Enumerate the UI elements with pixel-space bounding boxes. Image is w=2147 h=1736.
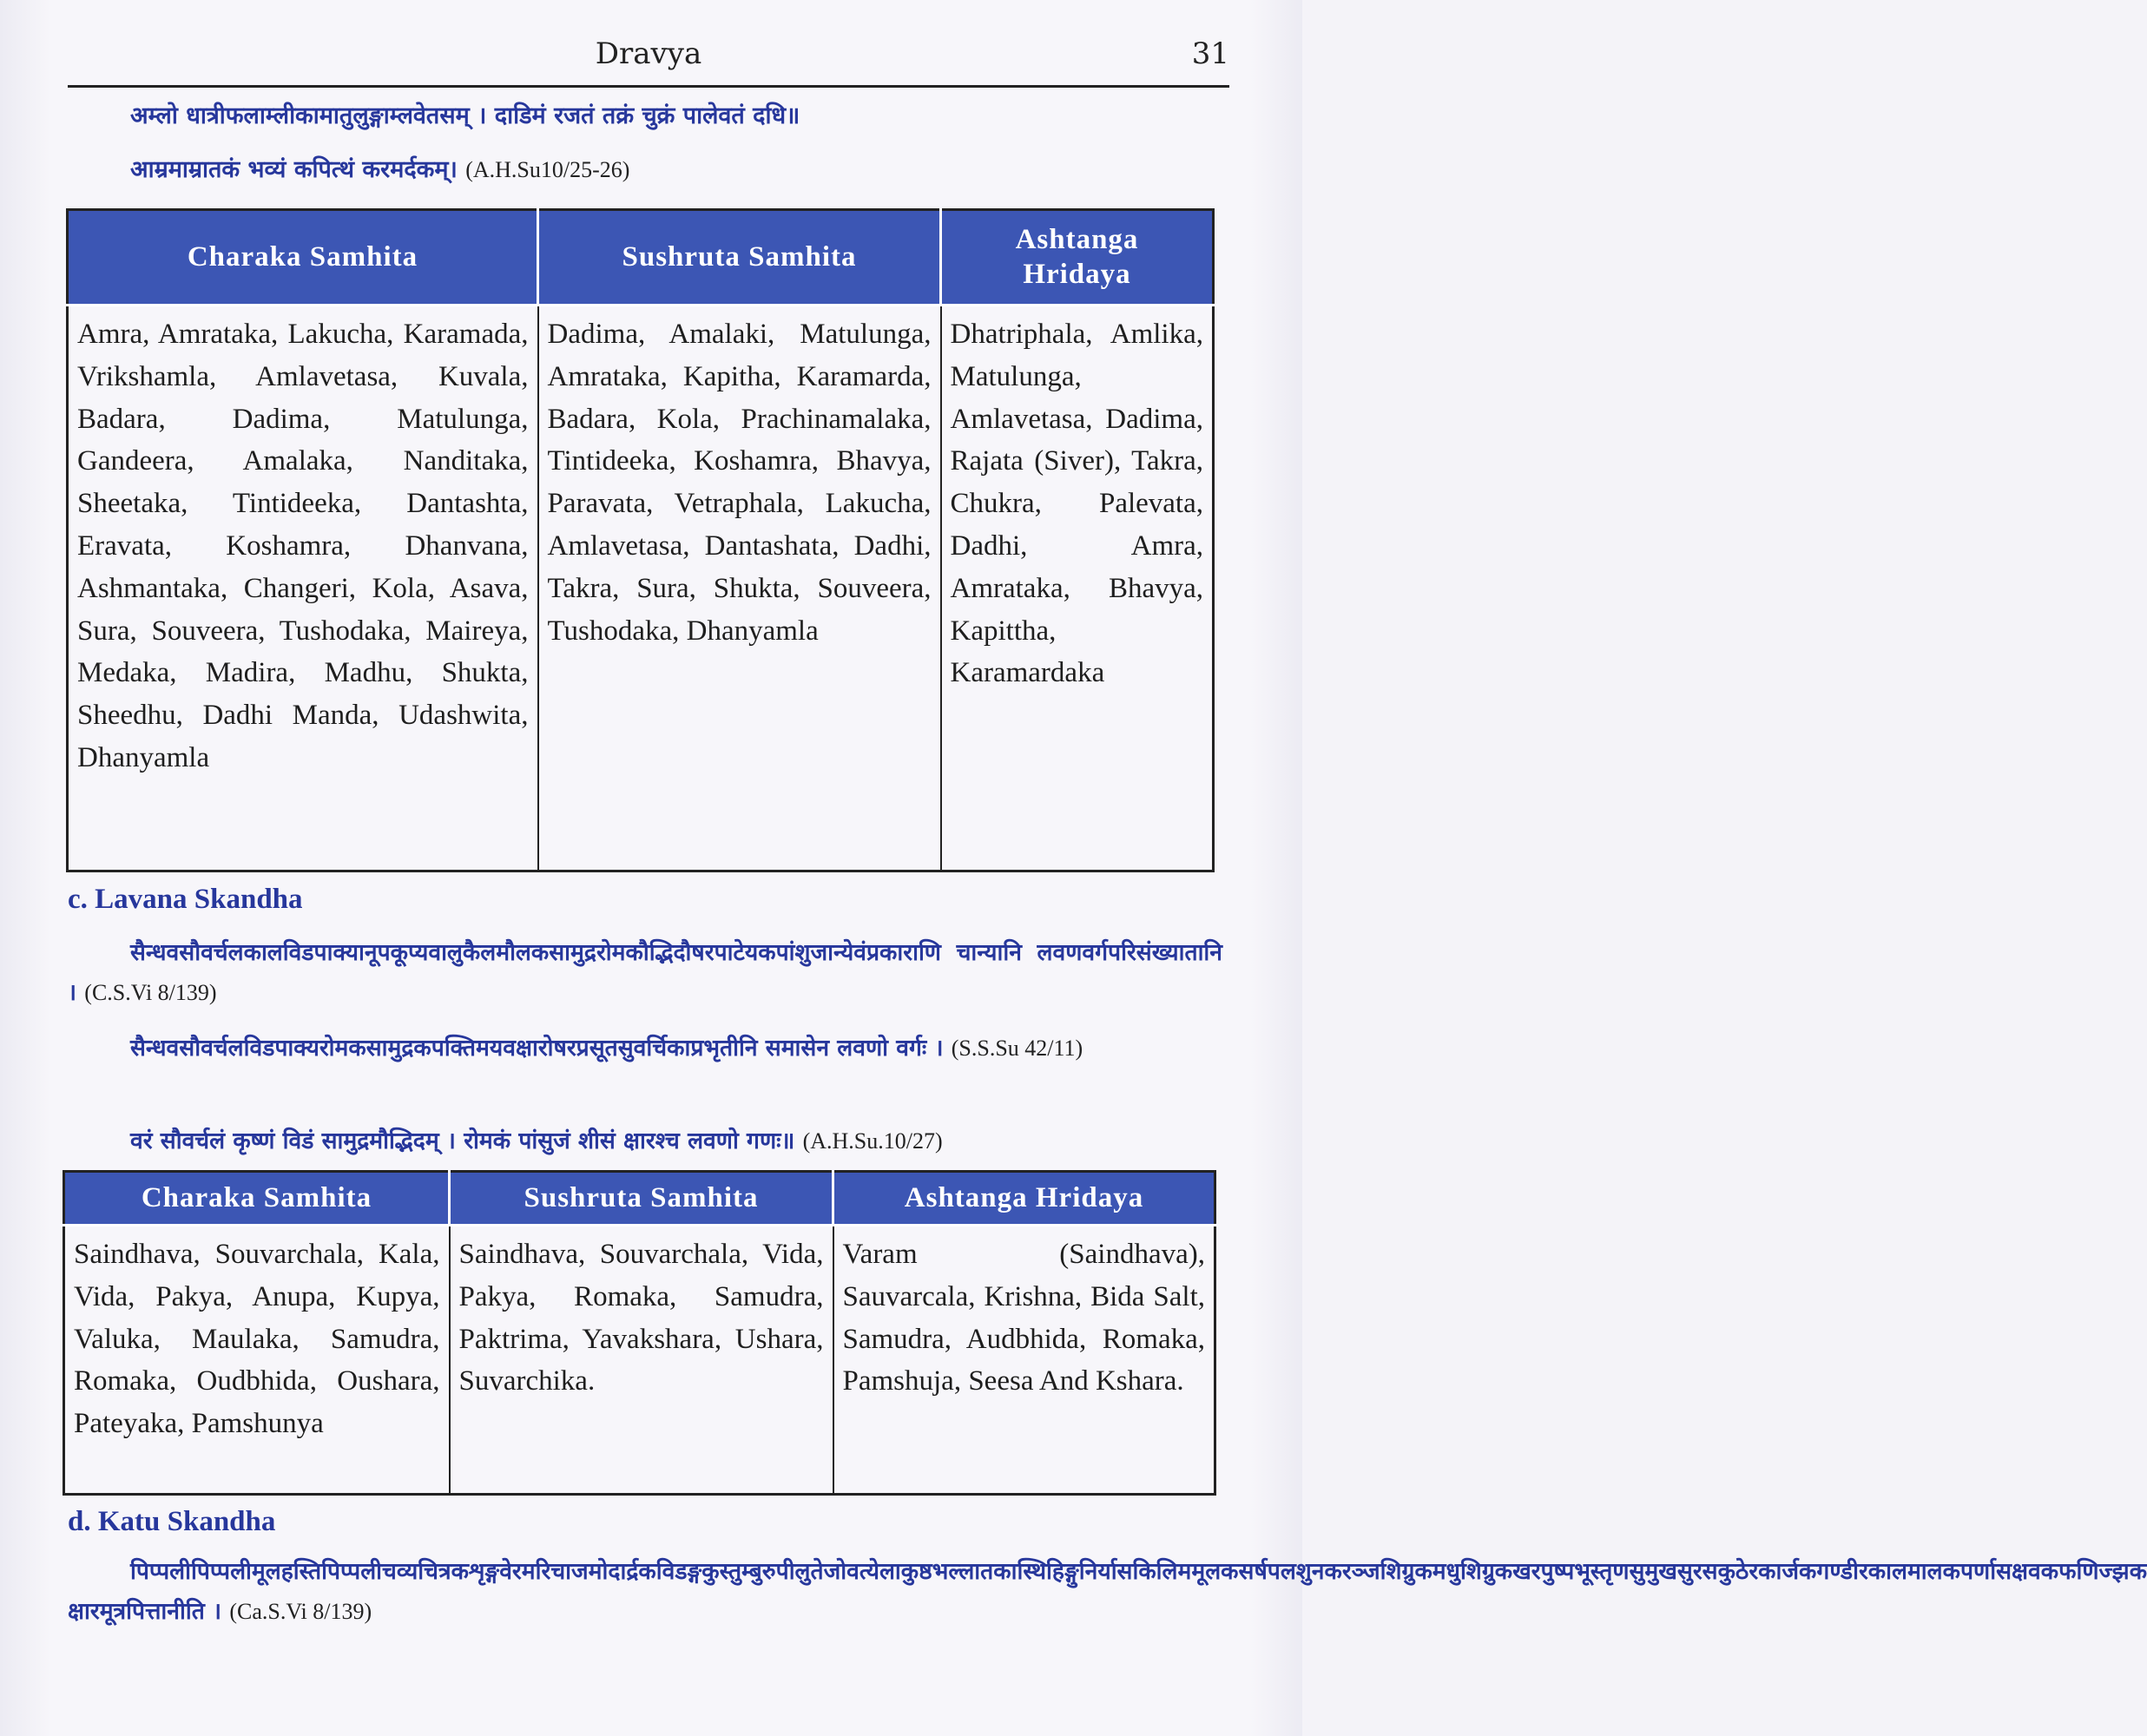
- cell-ashtanga-list: Dhatriphala, Amlika, Matulunga, Amlavetasa, Dadima, Rajata (Siver), Takra, Chukra, Palevata, Dadhi, Amra, Amrataka, Bhavya, Kapittha, Karamardaka: [941, 306, 1214, 871]
- cell-charaka-list: Saindhava, Souvarchala, Kala, Vida, Pakya, Anupa, Kupya, Valuka, Maulaka, Samudra, Romaka, Oudbhida, Oushara, Pateyaka, Pamshunya: [64, 1226, 450, 1495]
- column-header-sushruta: Sushruta Samhita: [450, 1172, 833, 1226]
- lavana-skandha-table: [63, 1170, 1216, 1496]
- cell-sushruta-list: Dadima, Amalaki, Matulunga, Amrataka, Kapitha, Karamarda, Badara, Kola, Prachinamalaka, Tintideeka, Koshamra, Bhavya, Paravata, Vetraphala, Lakucha, Amlavetasa, Dantashata, Dadhi, Takra, Sura, Shukta, Souveera, Tushodaka, Dhanyamla: [538, 306, 941, 871]
- lavana-verse-charaka-text: सैन्धवसौवर्चलकालविडपाक्यानूपकूप्यवालुकैलमौलकसामुद्ररोमकौद्भिदौषरपाटेयकपांशुजान्येवंप्रकाराणि चान्यानि लवणवर्गपरिसंख्यातानि ।: [68, 939, 1222, 1007]
- amla-verse-text-1: अम्लो धात्रीफलाम्लीकामातुलुङ्गाम्लवेतसम् । दाडिमं रजतं तक्रं चुक्रं पालेवतं दधि॥: [130, 102, 800, 129]
- column-header-charaka: Charaka Samhita: [68, 210, 538, 306]
- column-header-sushruta: Sushruta Samhita: [538, 210, 941, 306]
- amla-verse-line-2: [130, 149, 1233, 190]
- column-header-charaka: Charaka Samhita: [64, 1172, 450, 1226]
- section-heading-lavana: c. Lavana Skandha: [68, 884, 303, 915]
- page-number: 31: [1191, 36, 1229, 71]
- table-header-row: [68, 210, 1214, 306]
- katu-verse-charaka-reference: (Ca.S.Vi 8/139): [229, 1599, 372, 1625]
- katu-verse-charaka: [68, 1552, 2147, 1633]
- table-header-row: [64, 1172, 1215, 1226]
- column-header-ashtanga: Ashtanga Hridaya: [833, 1172, 1215, 1226]
- lavana-verse-ashtanga: [130, 1121, 1233, 1161]
- amla-verse-text-2: आम्रमाम्रातकं भव्यं कपित्थं करमर्दकम्।: [130, 156, 458, 183]
- cell-ashtanga-list: Varam (Saindhava), Sauvarcala, Krishna, Bida Salt, Samudra, Audbhida, Romaka, Pamshuja, Seesa And Kshara.: [833, 1226, 1215, 1495]
- lavana-verse-charaka-reference: (C.S.Vi 8/139): [84, 980, 217, 1006]
- amla-verse-line-1: [130, 95, 1233, 136]
- amla-skandha-table: [66, 208, 1215, 872]
- lavana-verse-ashtanga-text: वरं सौवर्चलं कृष्णं विडं सामुद्रमौद्भिदम् । रोमकं पांसुजं शीसं क्षारश्च लवणो गणः॥: [130, 1128, 795, 1154]
- column-header-ashtanga: Ashtanga Hridaya: [941, 210, 1214, 306]
- lavana-verse-sushruta-text: सैन्धवसौवर्चलविडपाक्यरोमकसामुद्रकपक्तिमयवक्षारोषरप्रसूतसुवर्चिकाप्रभृतीनि समासेन लवणो वर्गः ।: [130, 1035, 944, 1062]
- page-header: [68, 31, 1229, 88]
- section-heading-katu: d. Katu Skandha: [68, 1506, 276, 1537]
- table-row: [68, 306, 1214, 871]
- lavana-verse-ashtanga-reference: (A.H.Su.10/27): [802, 1128, 943, 1154]
- running-title: Dravya: [595, 36, 702, 71]
- cell-sushruta-list: Saindhava, Souvarchala, Vida, Pakya, Romaka, Samudra, Paktrima, Yavakshara, Ushara, Suvarchika.: [450, 1226, 833, 1495]
- lavana-verse-charaka: [68, 933, 1222, 1014]
- lavana-verse-sushruta-reference: (S.S.Su 42/11): [951, 1036, 1083, 1061]
- cell-charaka-list: Amra, Amrataka, Lakucha, Karamada, Vrikshamla, Amlavetasa, Kuvala, Badara, Dadima, Matulunga, Gandeera, Amalaka, Nanditaka, Sheetaka, Tintideeka, Dantashta, Eravata, Koshamra, Dhanvana, Ashmantaka, Changeri, Kola, Asava, Sura, Souveera, Tushodaka, Maireya, Medaka, Madira, Madhu, Shukta, Sheedhu, Dadhi Manda, Udashwita, Dhanyamla: [68, 306, 538, 871]
- katu-verse-charaka-text: पिप्पलीपिप्पलीमूलहस्तिपिप्पलीचव्यचित्रकशृङ्गवेरमरिचाजमोदार्द्रकविडङ्गकुस्तुम्बुरुपीलुतेजोवत्येलाकुष्ठभल्लातकास्थिहिङ्गुनिर्यासकिलिममूलकसर्षपलशुनकरञ्जशिग्रुकमधुशिग्रुकखरपुष्पभूस्तृणसुमुखसुरसकुठेरकार्जकगण्डीरकालमालकपर्णासक्षवकफणिज्झक क्षारमूत्रपित्तानीति ।: [68, 1558, 2147, 1626]
- table-row: [64, 1226, 1215, 1495]
- amla-verse-reference: (A.H.Su10/25-26): [465, 157, 630, 182]
- lavana-verse-sushruta: [68, 1029, 1222, 1069]
